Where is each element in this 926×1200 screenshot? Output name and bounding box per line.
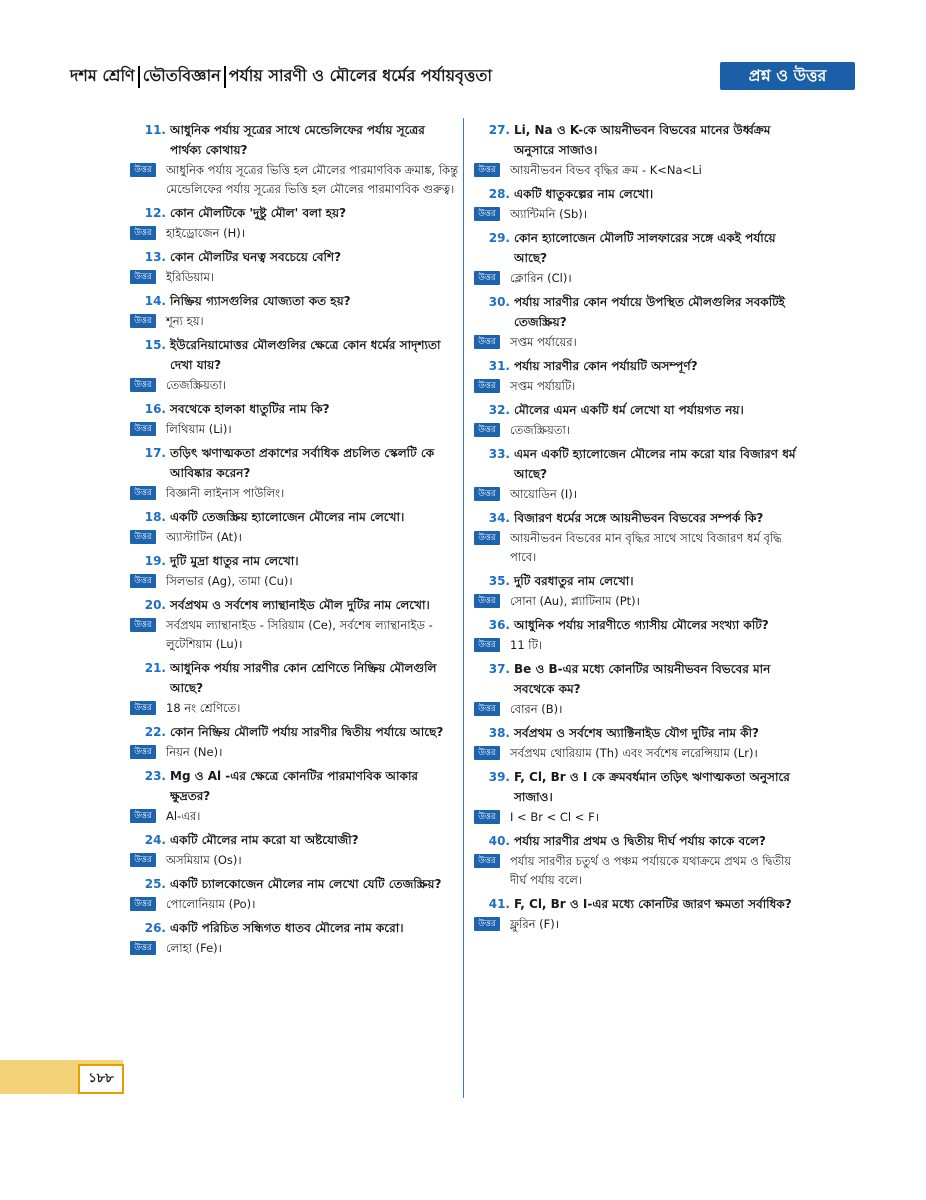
question-text: ইউরেনিয়ামোত্তর মৌলগুলির ক্ষেত্রে কোন ধর্মের সাদৃশ্যতা দেখা যায়? — [170, 338, 441, 372]
answer — [130, 572, 460, 591]
answer-tag: উত্তর — [130, 701, 156, 715]
question-text: সর্বপ্রথম ও সর্বশেষ অ্যাক্টিনাইড যৌগ দুটির নাম কী? — [514, 726, 760, 740]
question-number: 27. — [488, 123, 510, 137]
answer-text: ফ্লুরিন (F)। — [510, 917, 560, 931]
answer-text: বিজ্ঞানী লাইনাস পাউলিং। — [166, 486, 285, 500]
answer-tag: উত্তর — [130, 897, 156, 911]
question-number: 13. — [144, 250, 166, 264]
question-text: F, Cl, Br ও I কে ক্রমবর্ধমান তড়িৎ ঋণাত্মকতা অনুসারে সাজাও। — [514, 770, 790, 804]
answer — [474, 529, 810, 567]
answer-tag: উত্তর — [474, 746, 500, 760]
answer — [130, 807, 460, 826]
answer-tag: উত্তর — [130, 941, 156, 955]
chapter-label: পর্যায় সারণী ও মৌলের ধর্মের পর্যায়বৃত্ততা — [228, 66, 493, 85]
answer-text: আয়নীভবন বিভবের মান বৃদ্ধির সাথে সাথে বিজারণ ধর্ম বৃদ্ধি পাবে। — [510, 531, 782, 564]
answer-text: সর্বপ্রথম থোরিয়াম (Th) এবং সর্বশেষ লরেন্সিয়াম (Lr)। — [510, 746, 758, 760]
answer-tag: উত্তর — [130, 530, 156, 544]
question — [130, 291, 460, 311]
question-number: 34. — [488, 511, 510, 525]
question-text: মৌলের এমন একটি ধর্ম লেখো যা পর্যায়গত নয়। — [514, 403, 744, 417]
question-text: Be ও B-এর মধ্যে কোনটির আয়নীভবন বিভবের মান সবথেকে কম? — [514, 662, 771, 696]
question-text: Mg ও Al -এর ক্ষেত্রে কোনটির পারমাণবিক আকার ক্ষুদ্রতর? — [170, 769, 419, 803]
answer — [474, 636, 810, 655]
question-text: আধুনিক পর্যায় সূত্রের সাথে মেন্ডেলিফের পর্যায় সূত্রের পার্থক্য কোথায়? — [170, 123, 425, 157]
question-number: 23. — [144, 769, 166, 783]
answer-text: লোহা (Fe)। — [166, 941, 222, 955]
question-number: 17. — [144, 446, 166, 460]
question — [474, 444, 810, 484]
answer-text: আয়োডিন (I)। — [510, 487, 578, 501]
answer — [130, 743, 460, 762]
answer-tag: উত্তর — [474, 702, 500, 716]
question-number: 11. — [144, 123, 166, 137]
answer — [474, 377, 810, 396]
answer — [130, 224, 460, 243]
class-label: দশম শ্রেণি — [70, 66, 135, 85]
question — [474, 831, 810, 851]
answer-text: আয়নীভবন বিভব বৃদ্ধির ক্রম - K<Na<Li — [510, 163, 702, 177]
question-text: একটি চ্যালকোজেন মৌলের নাম লেখো যেটি তেজস্ক্রিয়? — [170, 877, 442, 891]
question-number: 15. — [144, 338, 166, 352]
page-header — [70, 58, 830, 94]
question — [474, 292, 810, 332]
answer-text: 11 টি। — [510, 638, 542, 652]
answer-tag: উত্তর — [474, 379, 500, 393]
left-column — [130, 118, 460, 962]
question-text: আধুনিক পর্যায় সারণীতে গ্যাসীয় মৌলের সংখ্যা কটি? — [514, 618, 769, 632]
question — [474, 615, 810, 635]
question — [474, 400, 810, 420]
question-text: নিষ্ক্রিয় গ্যাসগুলির যোজ্যতা কত হয়? — [170, 294, 351, 308]
header-separator — [224, 66, 226, 88]
answer-text: তেজস্ক্রিয়তা। — [510, 423, 570, 437]
answer-tag: উত্তর — [474, 917, 500, 931]
answer — [474, 592, 810, 611]
answer-tag: উত্তর — [130, 270, 156, 284]
answer-text: সপ্তম পর্যায়টি। — [510, 379, 576, 393]
answer-text: লিথিয়াম (Li)। — [166, 422, 232, 436]
answer-text: সিলভার (Ag), তামা (Cu)। — [166, 574, 293, 588]
question-number: 37. — [488, 662, 510, 676]
question-number: 41. — [488, 897, 510, 911]
answer-tag: উত্তর — [130, 574, 156, 588]
header-separator — [138, 66, 140, 88]
answer-tag: উত্তর — [130, 809, 156, 823]
question — [474, 723, 810, 743]
question-text: পর্যায় সারণীর কোন পর্যায়ে উপস্থিত মৌলগুলির সবকটিই তেজস্ক্রিয়? — [514, 295, 785, 329]
question-number: 21. — [144, 661, 166, 675]
question — [474, 228, 810, 268]
answer — [474, 161, 810, 180]
question-text: কোন মৌলটির ঘনত্ব সবচেয়ে বেশি? — [170, 250, 342, 264]
answer — [130, 376, 460, 395]
answer-text: পর্যায় সারণীর চতুর্থ ও পঞ্চম পর্যায়কে যথাক্রমে প্রথম ও দ্বিতীয় দীর্ঘ পর্যায় বলে। — [510, 854, 792, 887]
answer-tag: উত্তর — [474, 854, 500, 868]
answer-tag: উত্তর — [130, 422, 156, 436]
question-number: 28. — [488, 187, 510, 201]
answer — [474, 269, 810, 288]
question-text: কোন নিষ্ক্রিয় মৌলটি পর্যায় সারণীর দ্বিতীয় পর্যায়ে আছে? — [170, 725, 444, 739]
answer-text: অ্যান্টিমনি (Sb)। — [510, 207, 588, 221]
question-text: একটি মৌলের নাম করো যা অষ্টযোজী? — [170, 833, 359, 847]
answer — [130, 528, 460, 547]
answer-tag: উত্তর — [130, 618, 156, 632]
question-number: 12. — [144, 206, 166, 220]
answer-text: I < Br < Cl < F। — [510, 810, 600, 824]
question-number: 38. — [488, 726, 510, 740]
question — [130, 335, 460, 375]
question-text: Li, Na ও K-কে আয়নীভবন বিভবের মানের উর্ধ্বক্রম অনুসারে সাজাও। — [514, 123, 771, 157]
question-number: 24. — [144, 833, 166, 847]
answer-tag: উত্তর — [474, 423, 500, 437]
answer — [130, 851, 460, 870]
question — [474, 508, 810, 528]
question-text: বিজারণ ধর্মের সঙ্গে আয়নীভবন বিভবের সম্পর্ক কি? — [514, 511, 764, 525]
answer-text: অসমিয়াম (Os)। — [166, 853, 242, 867]
question — [130, 766, 460, 806]
question-number: 36. — [488, 618, 510, 632]
answer-tag: উত্তর — [130, 486, 156, 500]
page-number: ১৮৮ — [78, 1064, 124, 1094]
question-text: তড়িৎ ঋণাত্মকতা প্রকাশের সর্বাধিক প্রচলিত স্কেলটি কে আবিষ্কার করেন? — [170, 446, 435, 480]
answer-tag: উত্তর — [474, 271, 500, 285]
answer-tag: উত্তর — [474, 207, 500, 221]
question — [474, 894, 810, 914]
question — [130, 399, 460, 419]
answer-text: সপ্তম পর্যায়ের। — [510, 335, 577, 349]
question-text: পর্যায় সারণীর প্রথম ও দ্বিতীয় দীর্ঘ পর্যায় কাকে বলে? — [514, 834, 766, 848]
question-text: পর্যায় সারণীর কোন পর্যায়টি অসম্পূর্ণ? — [514, 359, 698, 373]
answer — [130, 312, 460, 331]
answer-text: নিয়ন (Ne)। — [166, 745, 223, 759]
question — [130, 120, 460, 160]
answer — [130, 161, 460, 199]
answer-text: সর্বপ্রথম ল্যান্থানাইড - সিরিয়াম (Ce), সর্বশেষ ল্যান্থানাইড - লুটেশিয়াম (Lu)। — [166, 618, 433, 651]
answer — [130, 939, 460, 958]
answer — [130, 268, 460, 287]
answer-text: Al-এর। — [166, 809, 201, 823]
question-number: 19. — [144, 554, 166, 568]
question-text: কোন মৌলটিকে 'দুষ্টু মৌল' বলা হয়? — [170, 206, 347, 220]
question-number: 39. — [488, 770, 510, 784]
question — [130, 507, 460, 527]
answer-tag: উত্তর — [130, 314, 156, 328]
question-number: 25. — [144, 877, 166, 891]
answer-tag: উত্তর — [130, 226, 156, 240]
answer-text: অ্যাস্টাটিন (At)। — [166, 530, 242, 544]
answer-tag: উত্তর — [474, 487, 500, 501]
answer-text: ইরিডিয়াম। — [166, 270, 214, 284]
question — [130, 595, 460, 615]
question — [130, 658, 460, 698]
question — [130, 551, 460, 571]
question-text: কোন হ্যালোজেন মৌলটি সালফারের সঙ্গে একই পর্যায়ে আছে? — [514, 231, 776, 265]
question-text: দুটি বরধাতুর নাম লেখো। — [514, 574, 634, 588]
answer — [474, 700, 810, 719]
question-number: 33. — [488, 447, 510, 461]
answer — [474, 205, 810, 224]
column-divider — [463, 118, 464, 1098]
answer-tag: উত্তর — [474, 810, 500, 824]
answer — [474, 744, 810, 763]
question — [130, 830, 460, 850]
question-text: সবথেকে হালকা ধাতুটির নাম কি? — [170, 402, 330, 416]
right-column — [474, 118, 810, 938]
answer — [474, 808, 810, 827]
question — [130, 722, 460, 742]
question-number: 20. — [144, 598, 166, 612]
question-number: 32. — [488, 403, 510, 417]
answer-text: হাইড্রোজেন (H)। — [166, 226, 246, 240]
question — [474, 767, 810, 807]
answer-text: সোনা (Au), প্ল্যাটিনাম (Pt)। — [510, 594, 640, 608]
question-text: এমন একটি হ্যালোজেন মৌলের নাম করো যার বিজারণ ধর্ম আছে? — [514, 447, 796, 481]
answer-tag: উত্তর — [474, 638, 500, 652]
question — [130, 247, 460, 267]
question-number: 31. — [488, 359, 510, 373]
section-badge: প্রশ্ন ও উত্তর — [720, 62, 855, 90]
question — [130, 443, 460, 483]
answer-text: শূন্য হয়। — [166, 314, 204, 328]
question-text: সর্বপ্রথম ও সর্বশেষ ল্যান্থানাইড মৌল দুটির নাম লেখো। — [170, 598, 430, 612]
answer — [474, 333, 810, 352]
question-number: 40. — [488, 834, 510, 848]
answer — [474, 421, 810, 440]
answer-text: 18 নং শ্রেণিতে। — [166, 701, 241, 715]
question-number: 35. — [488, 574, 510, 588]
answer-text: ক্লোরিন (Cl)। — [510, 271, 572, 285]
question — [130, 203, 460, 223]
question — [130, 874, 460, 894]
question-number: 18. — [144, 510, 166, 524]
question-number: 29. — [488, 231, 510, 245]
question-number: 30. — [488, 295, 510, 309]
answer-text: বোরন (B)। — [510, 702, 563, 716]
answer — [130, 895, 460, 914]
answer — [130, 484, 460, 503]
question-text: একটি তেজস্ক্রিয় হ্যালোজেন মৌলের নাম লেখো। — [170, 510, 405, 524]
answer — [474, 915, 810, 934]
header-title — [70, 58, 492, 94]
answer-tag: উত্তর — [130, 378, 156, 392]
question-text: একটি ধাতুকল্পের নাম লেখো। — [514, 187, 654, 201]
answer-text: তেজস্ক্রিয়তা। — [166, 378, 226, 392]
question-number: 26. — [144, 921, 166, 935]
answer — [130, 420, 460, 439]
answer-tag: উত্তর — [130, 163, 156, 177]
question — [130, 918, 460, 938]
subject-label: ভৌতবিজ্ঞান — [142, 66, 221, 85]
answer — [474, 852, 810, 890]
answer — [474, 485, 810, 504]
question-number: 22. — [144, 725, 166, 739]
answer-text: আধুনিক পর্যায় সূত্রের ভিত্তি হল মৌলের পারমাণবিক ক্রমাঙ্ক, কিন্তু মেন্ডেলিফের পর্যায় সূত্রের ভিত্তি হল মৌলের পারমাণবিক গুরুত্ব। — [166, 163, 459, 196]
question-text: F, Cl, Br ও I-এর মধ্যে কোনটির জারণ ক্ষমতা সর্বাধিক? — [514, 897, 792, 911]
answer-tag: উত্তর — [474, 594, 500, 608]
answer-tag: উত্তর — [130, 853, 156, 867]
question — [474, 184, 810, 204]
question-text: দুটি মুদ্রা ধাতুর নাম লেখো। — [170, 554, 299, 568]
question-text: আধুনিক পর্যায় সারণীর কোন শ্রেণিতে নিষ্ক্রিয় মৌলগুলি আছে? — [170, 661, 437, 695]
answer — [130, 699, 460, 718]
answer-tag: উত্তর — [130, 745, 156, 759]
question — [474, 571, 810, 591]
answer — [130, 616, 460, 654]
question-number: 16. — [144, 402, 166, 416]
answer-text: পোলোনিয়াম (Po)। — [166, 897, 256, 911]
question-number: 14. — [144, 294, 166, 308]
answer-tag: উত্তর — [474, 531, 500, 545]
question — [474, 356, 810, 376]
question-text: একটি পরিচিত সন্ধিগত ধাতব মৌলের নাম করো। — [170, 921, 404, 935]
question — [474, 659, 810, 699]
answer-tag: উত্তর — [474, 163, 500, 177]
answer-tag: উত্তর — [474, 335, 500, 349]
question — [474, 120, 810, 160]
